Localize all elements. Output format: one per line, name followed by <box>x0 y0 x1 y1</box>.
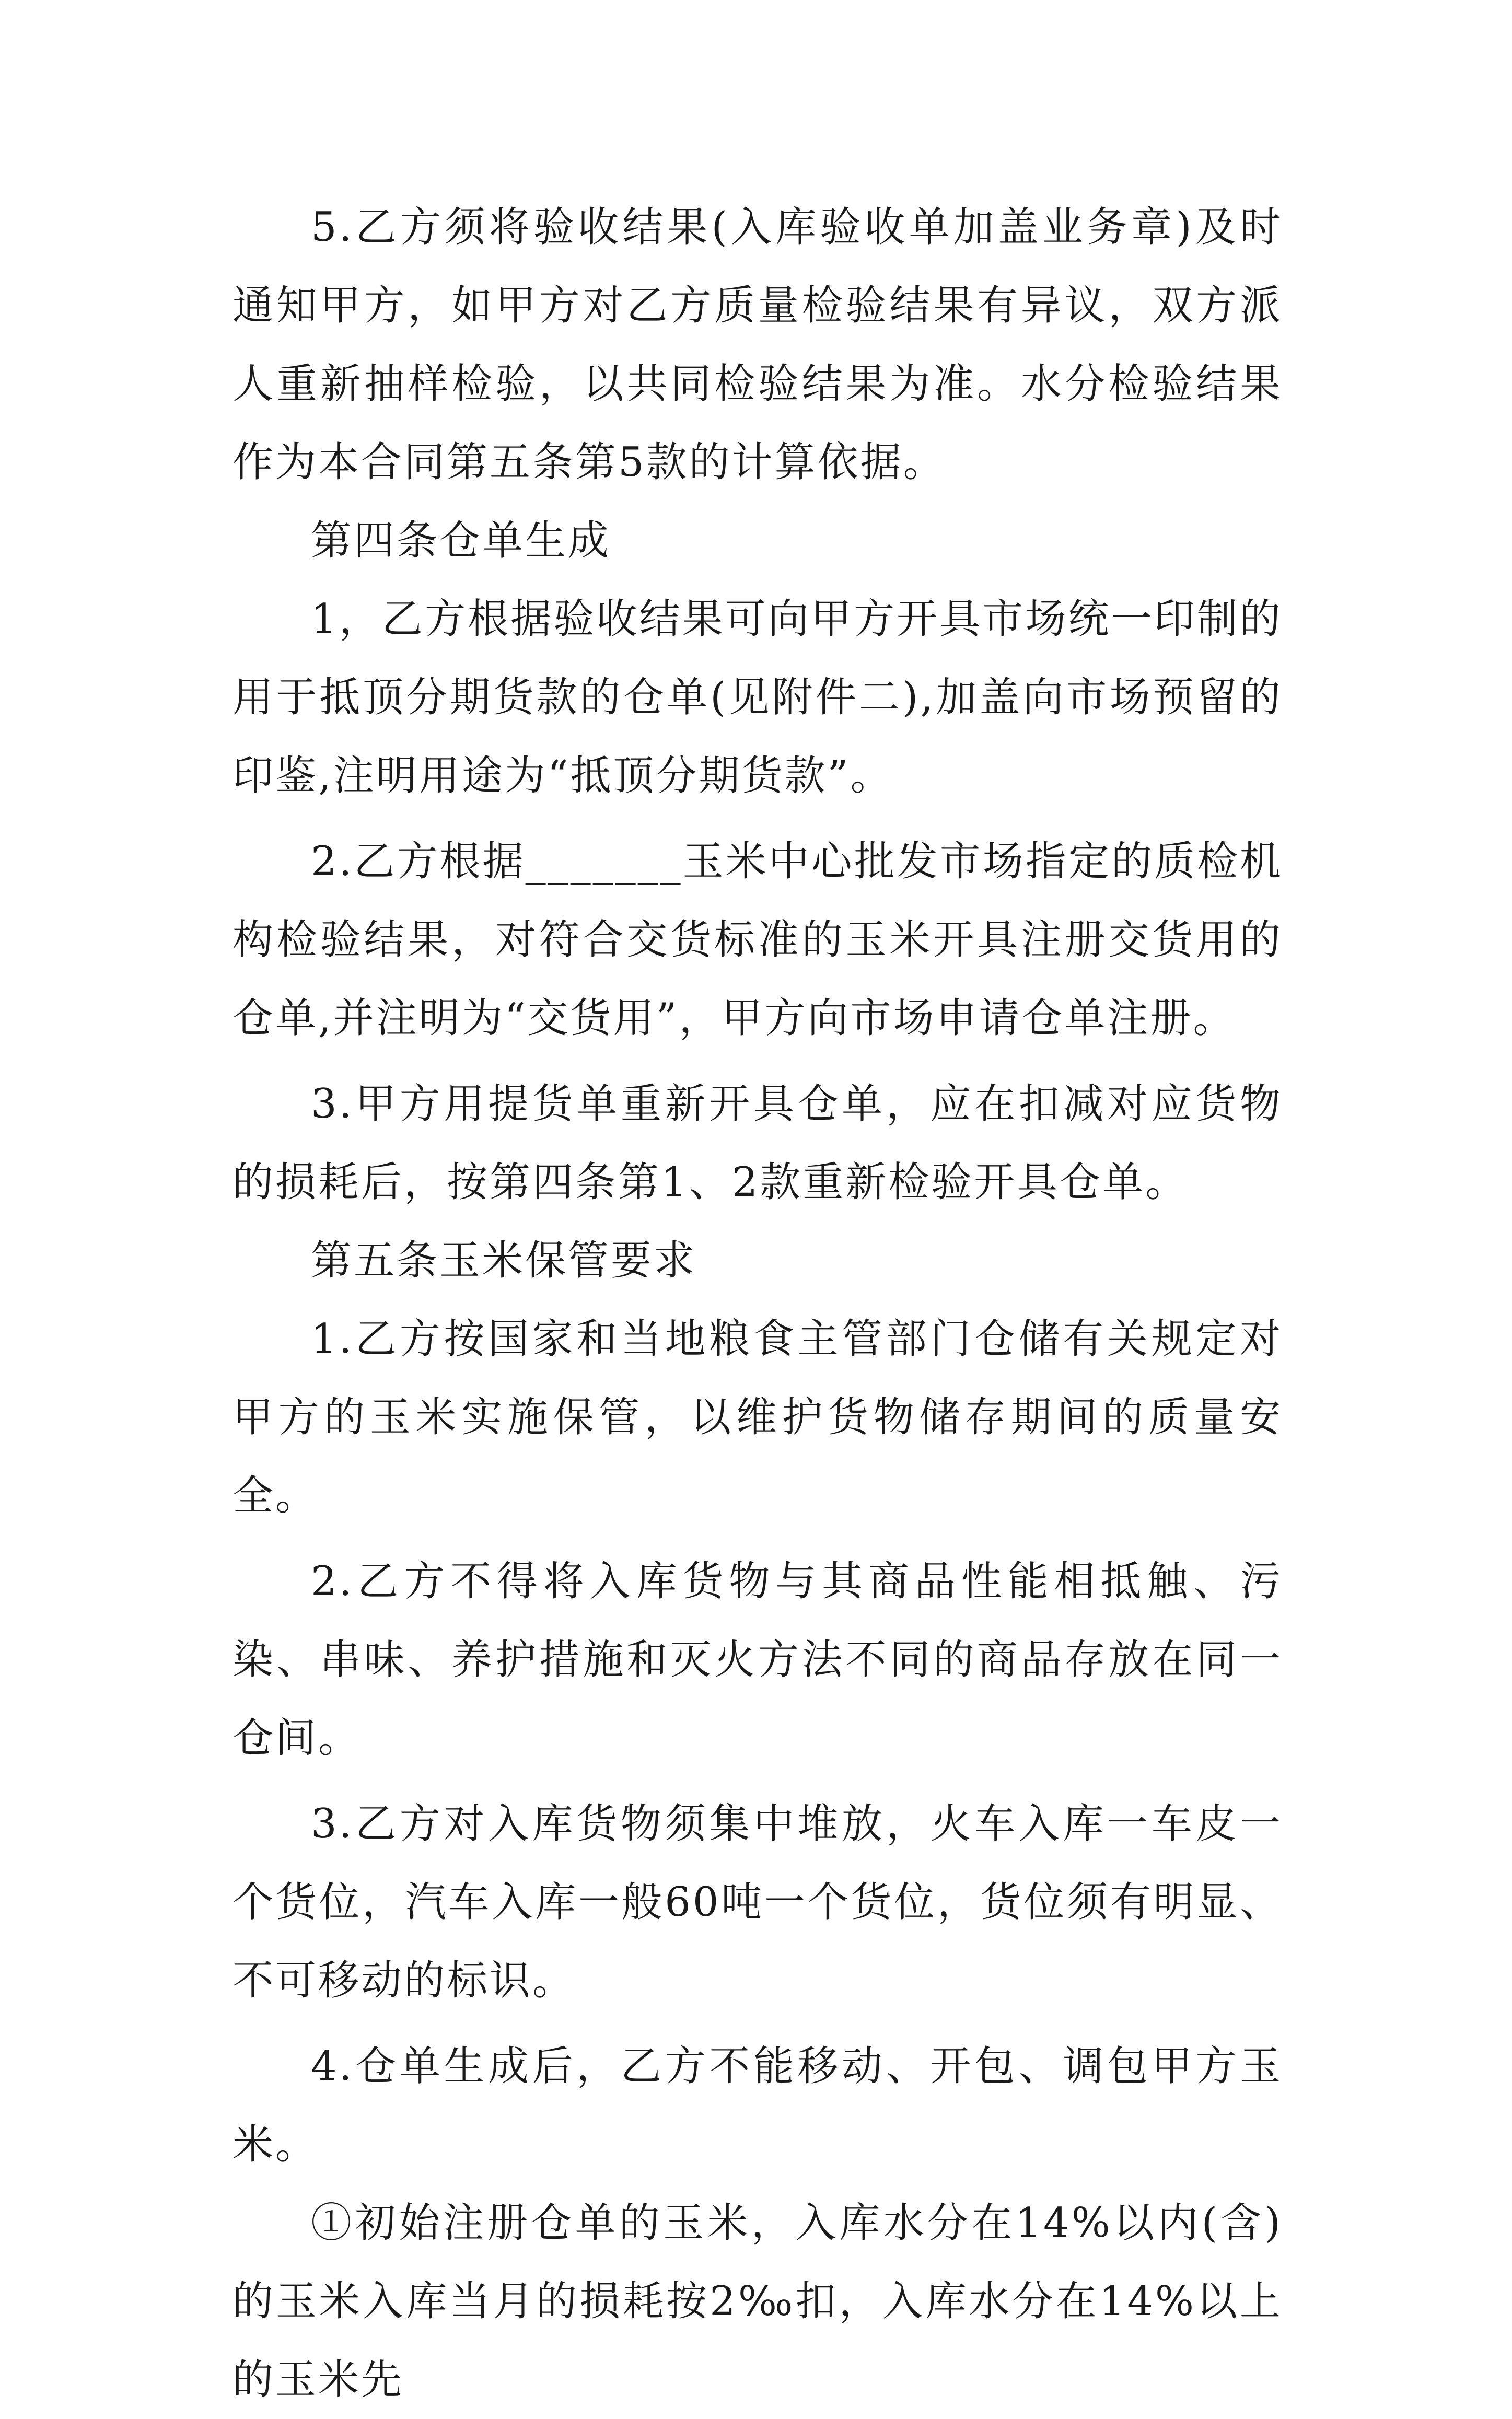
section-heading-article-5: 第五条玉米保管要求 <box>311 1237 697 1284</box>
paragraph-article-5-item-4-sub-1: ①初始注册仓单的玉米，入库水分在14%以内(含)的玉米入库当月的损耗按2‰扣，入库水分在14%以上的玉米先 <box>232 2200 1283 2403</box>
paragraph-article-5-item-3: 3.乙方对入库货物须集中堆放，火车入库一车皮一个货位，汽车入库一般60吨一个货位，货位须有明显、不可移动的标识。 <box>232 1800 1283 2004</box>
paragraph-article-5-item-2: 2.乙方不得将入库货物与其商品性能相抵触、污染、串味、养护措施和灭火方法不同的商品存放在同一仓间。 <box>232 1558 1283 1762</box>
paragraph-article-5-item-1: 1.乙方按国家和当地粮食主管部门仓储有关规定对甲方的玉米实施保管，以维护货物储存期间的质量安全。 <box>232 1316 1283 1519</box>
contract-text-body <box>232 188 1283 2419</box>
paragraph-article-4-item-1: 1，乙方根据验收结果可向甲方开具市场统一印制的用于抵顶分期货款的仓单(见附件二),加盖向市场预留的印鉴,注明用途为“抵顶分期货款”。 <box>232 596 1283 799</box>
section-heading-article-4: 第四条仓单生成 <box>311 517 611 564</box>
paragraph-inspection-result-notice: 5.乙方须将验收结果(入库验收单加盖业务章)及时通知甲方，如甲方对乙方质量检验结果有异议，双方派人重新抽样检验，以共同检验结果为准。水分检验结果作为本合同第五条第5款的计算依据。 <box>232 204 1283 486</box>
paragraph-article-4-item-2: 2.乙方根据_______玉米中心批发市场指定的质检机构检验结果，对符合交货标准的玉米开具注册交货用的仓单,并注明为“交货用”，甲方向市场申请仓单注册。 <box>232 838 1283 1042</box>
paragraph-article-5-item-4: 4.仓单生成后，乙方不能移动、开包、调包甲方玉米。 <box>232 2043 1283 2168</box>
paragraph-article-4-item-3: 3.甲方用提货单重新开具仓单，应在扣减对应货物的损耗后，按第四条第1、2款重新检验开具仓单。 <box>232 1080 1283 1206</box>
